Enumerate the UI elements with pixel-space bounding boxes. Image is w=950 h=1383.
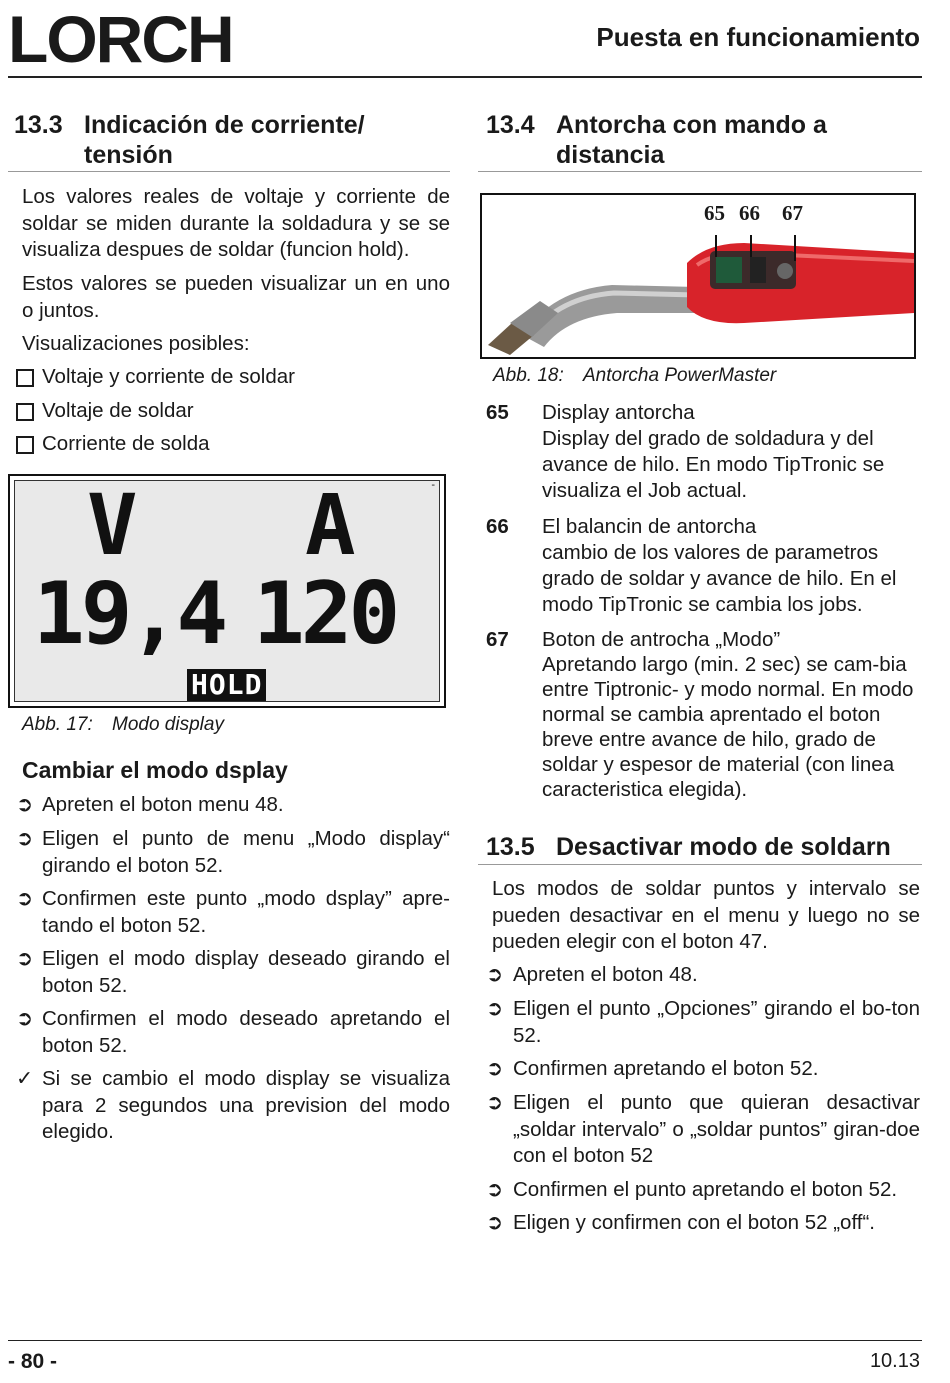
caption-text: Modo display bbox=[112, 714, 224, 735]
photo-label: 65 bbox=[704, 201, 725, 225]
arrow-circle-icon: ➲ bbox=[16, 827, 34, 850]
legend-title: Boton de antrocha „Modo” bbox=[542, 628, 781, 651]
arrow-circle-icon: ➲ bbox=[16, 887, 34, 910]
result-text: Si se cambio el modo display se visualiza para 2 segundos una prevision del modo elegido. bbox=[42, 1067, 450, 1143]
caption-label: Abb. 17: bbox=[22, 714, 93, 735]
step-text: Eligen y confirmen con el boton 52 „off“. bbox=[513, 1211, 875, 1234]
legend-text: cambio de los valores de parametros grado de soldar y avance de hilo. En el modo TipTronic se cambia los jobs. bbox=[542, 541, 897, 616]
step-text: Confirmen el modo deseado apretando el boton 52. bbox=[42, 1007, 450, 1057]
legend-title: El balancin de antorcha bbox=[542, 515, 757, 538]
brand-logo: LORCH bbox=[8, 2, 233, 76]
option-label: Voltaje de soldar bbox=[42, 399, 194, 422]
arrow-circle-icon: ➲ bbox=[486, 1057, 504, 1080]
legend-title: Display antorcha bbox=[542, 401, 695, 424]
photo-label: 67 bbox=[782, 201, 803, 225]
lcd-current-value: 120 bbox=[253, 564, 397, 664]
paragraph: Visualizaciones posibles: bbox=[22, 332, 250, 355]
check-icon: ✓ bbox=[16, 1067, 34, 1090]
step-text: Confirmen el punto apretando el boton 52. bbox=[513, 1178, 898, 1201]
section-13-3-heading bbox=[14, 110, 454, 172]
step-text: Eligen el punto „Opciones” girando el bo-ton 52. bbox=[513, 997, 920, 1047]
page-number: - 80 - bbox=[8, 1350, 58, 1373]
section-number: 13.4 bbox=[486, 111, 535, 139]
legend-text: Display del grado de soldadura y del avance de hilo. En modo TipTronic se visualiza el Job actual. bbox=[542, 427, 885, 502]
section-rule bbox=[8, 171, 450, 172]
section-rule bbox=[478, 171, 922, 172]
result-item bbox=[16, 1066, 450, 1150]
arrow-circle-icon: ➲ bbox=[486, 1211, 504, 1234]
header-rule bbox=[8, 76, 922, 78]
caption-label: Abb. 18: bbox=[493, 365, 564, 386]
lcd-corner-mark: - bbox=[431, 479, 435, 491]
section-number: 13.5 bbox=[486, 833, 535, 861]
footer-rule bbox=[8, 1340, 922, 1341]
legend-item bbox=[486, 514, 922, 622]
step-text: Confirmen apretando el boton 52. bbox=[513, 1057, 819, 1080]
photo-label: 66 bbox=[739, 201, 760, 225]
option-label: Voltaje y corriente de soldar bbox=[42, 365, 295, 388]
lcd-voltage-value: 19,4 bbox=[33, 564, 225, 664]
hold-indicator: HOLD bbox=[187, 669, 266, 701]
step-text: Apreten el boton menu 48. bbox=[42, 793, 284, 816]
lcd-unit-voltage: V bbox=[87, 476, 138, 574]
arrow-circle-icon: ➲ bbox=[16, 1007, 34, 1030]
step-item bbox=[16, 826, 450, 882]
step-item bbox=[16, 792, 450, 820]
arrow-circle-icon: ➲ bbox=[16, 947, 34, 970]
legend-text: Apretando largo (min. 2 sec) se cam-bia entre Tiptronic- y modo normal. En modo normal se cambia aprentado el boton breve entre avance de hilo, grado de soldar y espesor de material (con linea caracteristica elegida). bbox=[542, 653, 914, 801]
arrow-circle-icon: ➲ bbox=[486, 1178, 504, 1201]
section-title: Indicación de corriente/ tensión bbox=[84, 111, 365, 169]
caption-text: Antorcha PowerMaster bbox=[583, 365, 777, 386]
figure-caption bbox=[493, 365, 913, 389]
lcd-display-figure bbox=[8, 474, 446, 708]
arrow-circle-icon: ➲ bbox=[486, 1091, 504, 1114]
step-item bbox=[486, 996, 920, 1052]
option-item bbox=[14, 431, 450, 459]
step-text: Apreten el boton 48. bbox=[513, 963, 698, 986]
figure-caption bbox=[22, 714, 442, 738]
legend-number: 66 bbox=[486, 515, 509, 538]
section-title: Desactivar modo de soldarn bbox=[556, 833, 891, 861]
paragraph: Los valores reales de voltaje y corriente de soldar se miden durante la soldadura y se se visualiza despues de soldar (funcion hold). bbox=[22, 185, 450, 261]
step-item bbox=[16, 886, 450, 942]
step-item bbox=[486, 1056, 920, 1084]
section-13-5-heading bbox=[486, 832, 922, 864]
step-item bbox=[486, 1090, 920, 1172]
step-item bbox=[16, 1006, 450, 1062]
step-text: Eligen el modo display deseado girando el boton 52. bbox=[42, 947, 450, 997]
checkbox-icon bbox=[16, 436, 34, 454]
legend-number: 67 bbox=[486, 628, 509, 651]
step-text: Eligen el punto que quieran desactivar „soldar intervalo” o „soldar puntos” giran-doe con el boton 52 bbox=[513, 1091, 920, 1167]
paragraph: Estos valores se pueden visualizar un en uno o juntos. bbox=[22, 272, 450, 322]
torch-photo bbox=[480, 193, 916, 359]
arrow-circle-icon: ➲ bbox=[16, 793, 34, 816]
step-item bbox=[16, 946, 450, 1002]
legend-item bbox=[486, 627, 922, 807]
step-text: Confirmen este punto „modo dsplay” apre-tando el boton 52. bbox=[42, 887, 450, 937]
lcd-screen bbox=[14, 476, 440, 702]
arrow-circle-icon: ➲ bbox=[486, 963, 504, 986]
step-item bbox=[486, 962, 920, 990]
legend-number: 65 bbox=[486, 401, 509, 424]
checkbox-icon bbox=[16, 369, 34, 387]
step-text: Eligen el punto de menu „Modo display“ girando el boton 52. bbox=[42, 827, 450, 877]
option-item bbox=[14, 398, 450, 426]
option-item bbox=[14, 364, 450, 392]
section-13-4-heading bbox=[486, 110, 922, 172]
paragraph: Los modos de soldar puntos y intervalo se pueden desactivar en el menu y luego no se pueden elegir con el boton 47. bbox=[492, 877, 920, 953]
checkbox-icon bbox=[16, 403, 34, 421]
legend-item bbox=[486, 400, 922, 508]
torch-illustration bbox=[482, 195, 914, 357]
lcd-unit-current: A bbox=[305, 476, 356, 574]
option-label: Corriente de solda bbox=[42, 432, 210, 455]
footer-date: 10.13 bbox=[869, 1350, 920, 1372]
section-rule bbox=[478, 864, 922, 865]
section-number: 13.3 bbox=[14, 111, 63, 139]
step-item bbox=[486, 1210, 920, 1238]
section-title: Antorcha con mando a distancia bbox=[556, 111, 827, 169]
arrow-circle-icon: ➲ bbox=[486, 997, 504, 1020]
page-header-title: Puesta en funcionamiento bbox=[596, 22, 920, 52]
subheading: Cambiar el modo dsplay bbox=[22, 757, 288, 783]
step-item bbox=[486, 1177, 920, 1205]
